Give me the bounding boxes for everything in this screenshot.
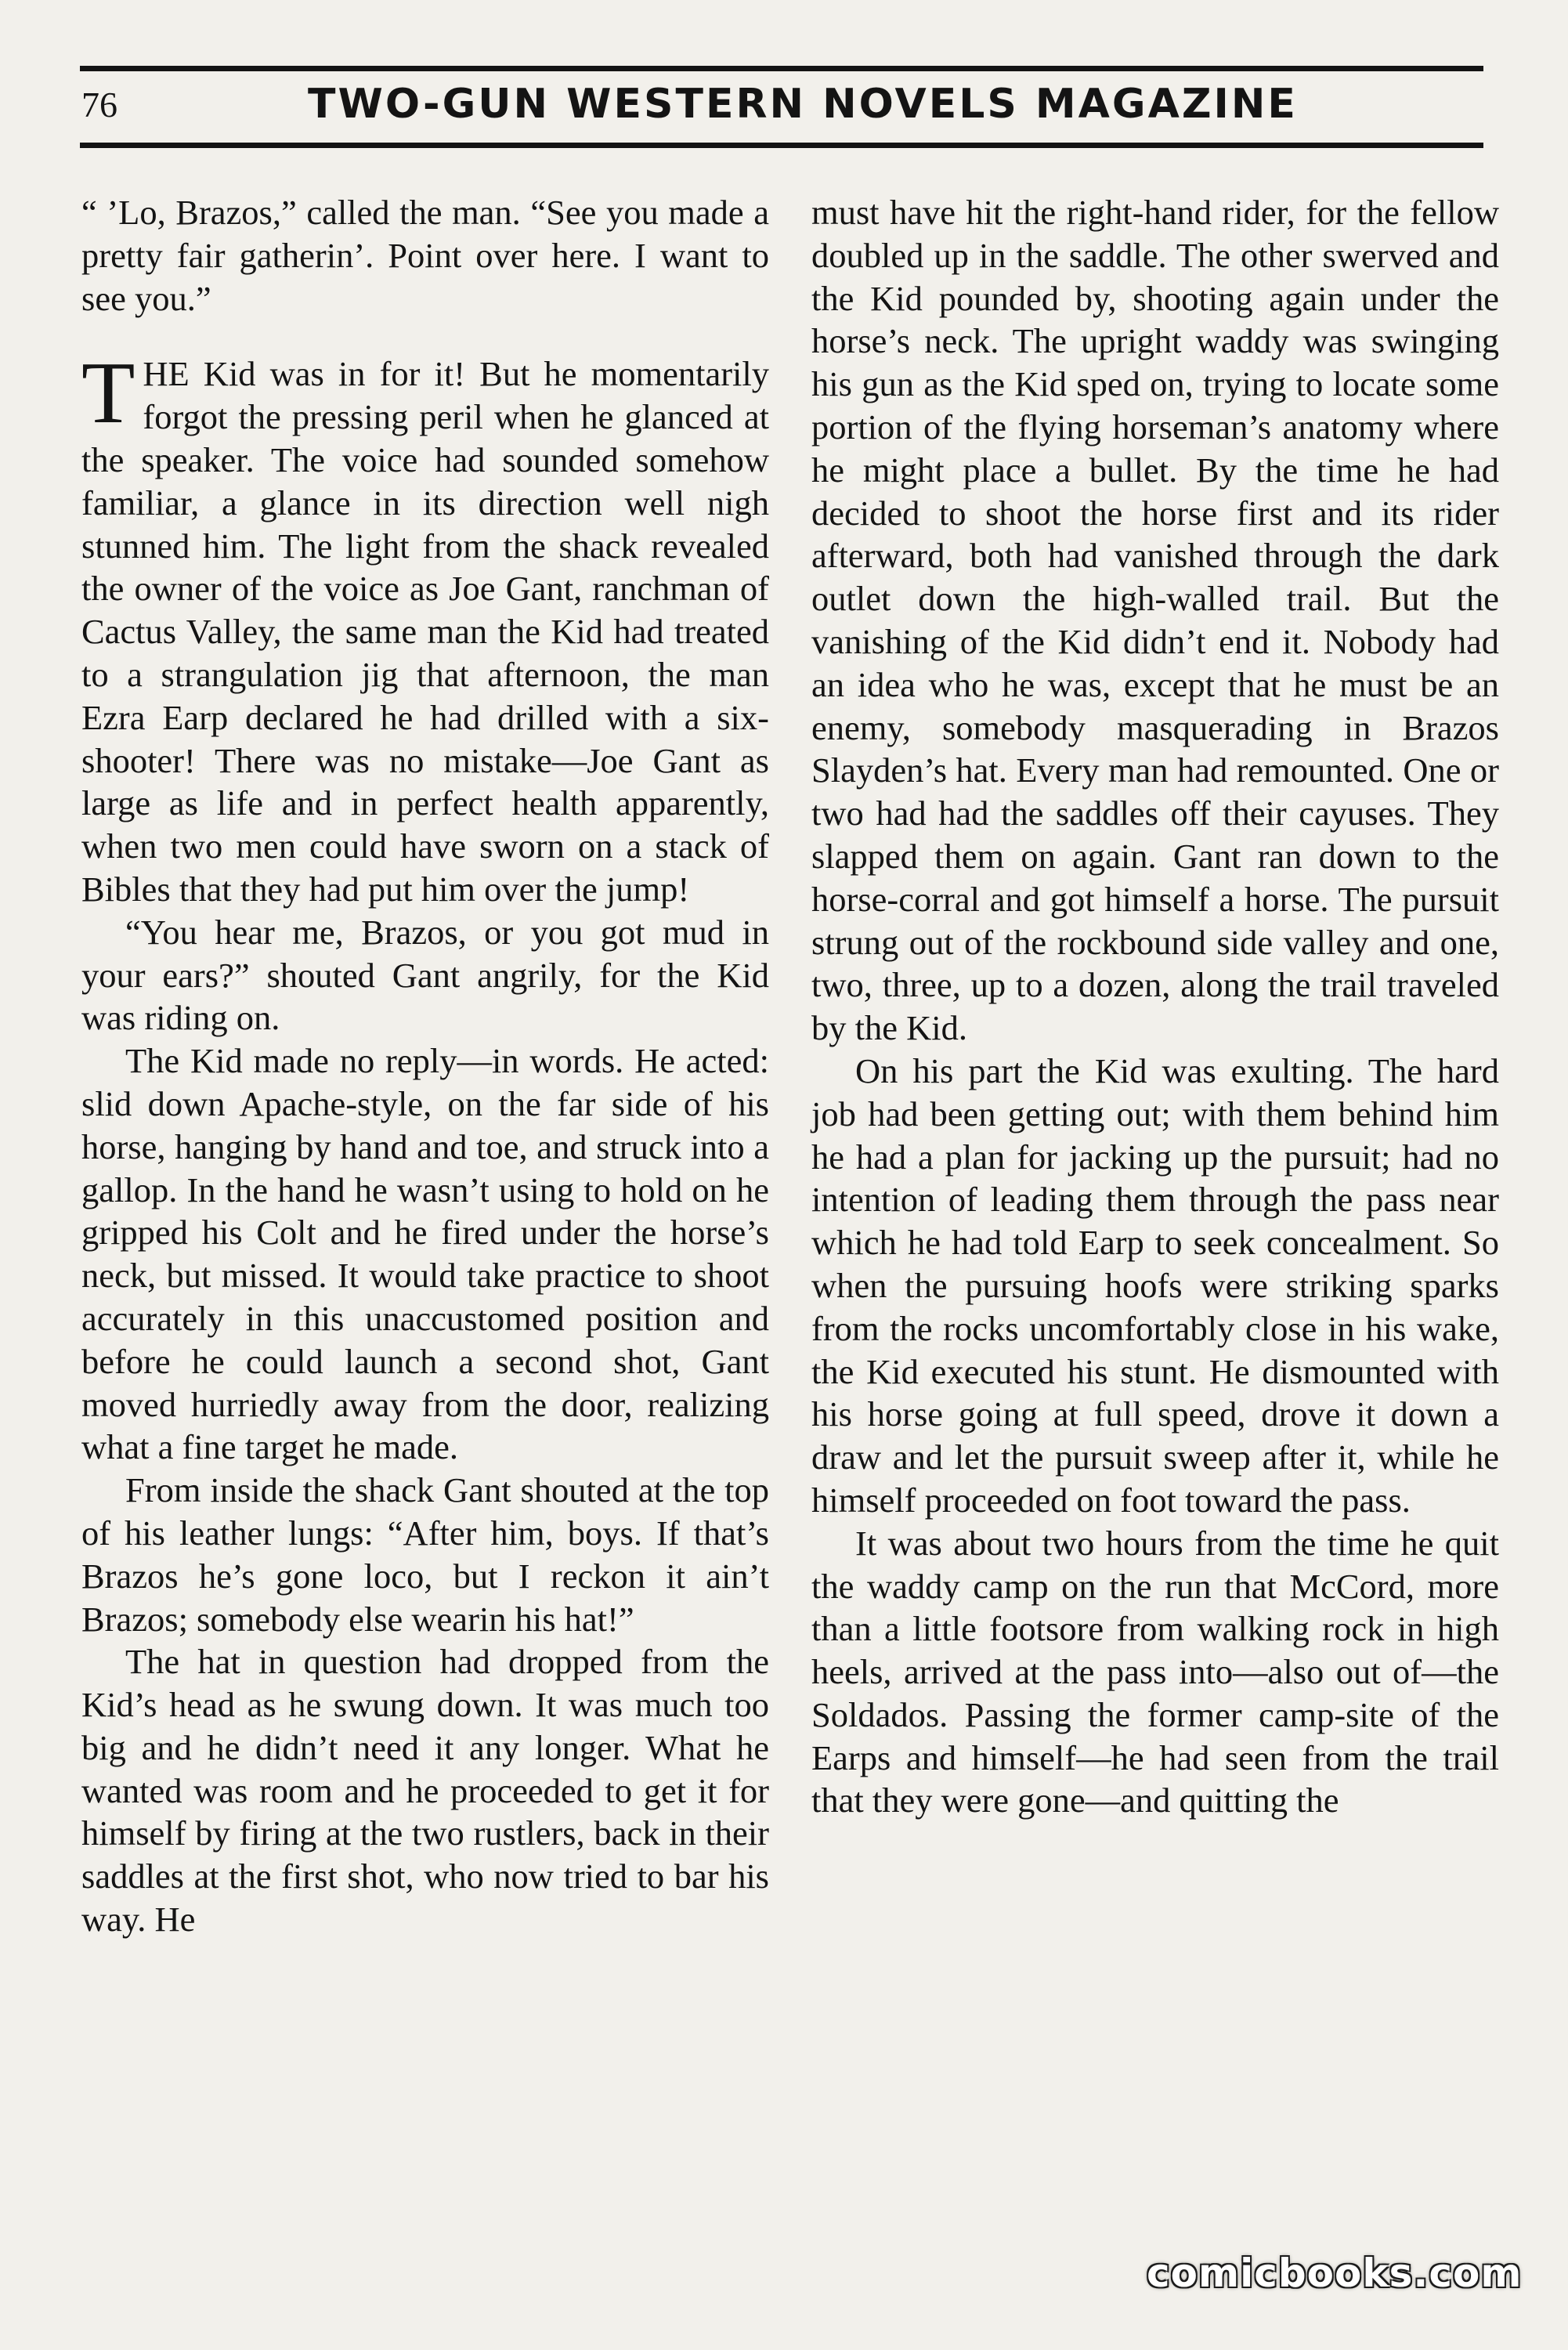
page-number: 76: [81, 85, 117, 125]
header-rule-bottom: [80, 143, 1483, 148]
paragraph: The Kid made no reply—in words. He acted: slid down Apache-style, on the far side of his horse, hanging by hand and toe, and struck into a gallop. In the hand he wasn’t using to hold on he gripped his Colt and he fired under the horse’s neck, but missed. It would take practice to shoot accurately in this unaccustomed position and before he could launch a second shot, Gant moved hurriedly away from the door, realizing what a fine target he made.: [81, 1041, 769, 1467]
drop-cap: T: [81, 345, 135, 443]
paragraph: The hat in question had dropped from the Kid’s head as he swung down. It was much too big and he didn’t need it any longer. What he wanted was room and he proceeded to get it for himself by firing at the two rustlers, back in their saddles at the first shot, who now tried to bar his way. He: [81, 1642, 769, 1940]
paragraph: It was about two hours from the time he quit the waddy camp on the run that McCord, more than a little footsore from walking rock in high heels, arrived at the pass into—also out of—the Soldados. Passing the former camp-site of the Earps and himself—he had seen from the trail that they were gone—and quitting the: [811, 1523, 1499, 1820]
paragraph: On his part the Kid was exulting. The hard job had been getting out; with them behind him he had a plan for jacking up the pursuit; had no intention of leading them through the pass near which he had told Earp to seek concealment. So when the pursuing hoofs were striking sparks from the rocks uncomfortably close in his wake, the Kid executed his stunt. He dismounted with his horse going at full speed, drove it down a draw and let the pursuit sweep after it, while he himself proceeded on foot toward the pass.: [811, 1050, 1499, 1520]
header-rule-top: [80, 66, 1483, 71]
paragraph-text: HE Kid was in for it! But he momentarily forgot the pressing peril when he glanced at the speaker. The voice had sounded somehow familiar, a glance in its direction well nigh stunned him. The light from the shack revealed the owner of the voice as Joe Gant, ranchman of Cactus Valley, the same man the Kid had treated to a strangulation jig that afternoon, the man Ezra Earp declared he had drilled with a six-shooter! There was no mistake—Joe Gant as large as life and in perfect health apparently, when two men could have sworn on a stack of Bibles that they had put him over the jump!: [81, 354, 769, 909]
left-column: [81, 191, 769, 1941]
paragraph: From inside the shack Gant shouted at the top of his leather lungs: “After him, boys. If that’s Brazos he’s gone loco, but I reckon it ain’t Brazos; somebody else wearin his hat!”: [81, 1470, 769, 1639]
paragraph: “You hear me, Brazos, or you got mud in your ears?” shouted Gant angrily, for the Kid was riding on.: [81, 912, 769, 1038]
magazine-title: TWO-GUN WESTERN NOVELS MAGAZINE: [308, 81, 1298, 128]
right-column: [811, 191, 1499, 1822]
paragraph: “ ’Lo, Brazos,” called the man. “See you made a pretty fair gatherin’. Point over here. I want to see you.”: [81, 193, 769, 318]
paragraph-with-dropcap: [81, 345, 769, 910]
watermark: comicbooks.com: [1147, 2251, 1523, 2296]
paragraph: must have hit the right-hand rider, for the fellow doubled up in the saddle. The other swerved and the Kid pounded by, shooting again under the horse’s neck. The upright waddy was swinging his gun as the Kid sped on, trying to locate some portion of the flying horseman’s anatomy where he might place a bullet. By the time he had decided to shoot the horse first and its rider afterward, both had vanished through the dark outlet down the high-walled trail. But the vanishing of the Kid didn’t end it. Nobody had an idea who he was, except that he must be an enemy, somebody masquerading in Brazos Slayden’s hat. Every man had remounted. One or two had had the saddles off their cayuses. They slapped them on again. Gant ran down to the horse-corral and got himself a horse. The pursuit strung out of the rockbound side valley and one, two, three, up to a dozen, along the trail traveled by the Kid.: [811, 193, 1499, 1048]
